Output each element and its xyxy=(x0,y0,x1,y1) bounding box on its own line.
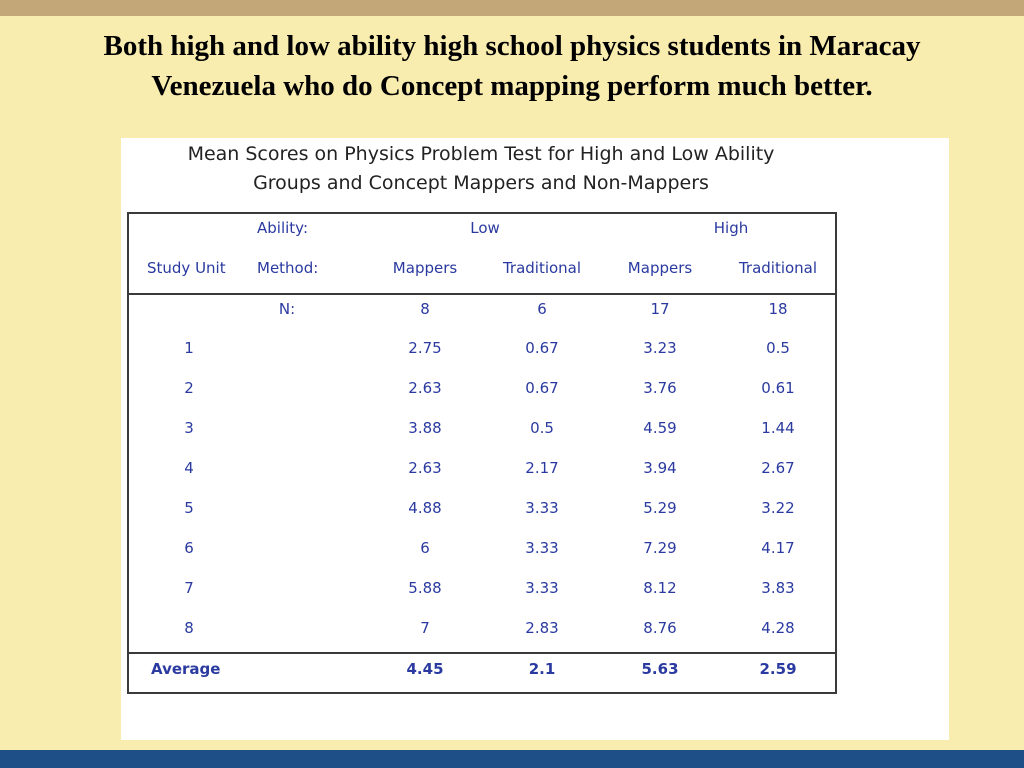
row-1-low-mappers: 2.75 xyxy=(408,339,442,357)
average-high-traditional: 2.59 xyxy=(759,660,797,678)
row-8-low-mappers: 7 xyxy=(420,619,430,637)
ability-label: Ability: xyxy=(257,219,309,237)
row-2-high-traditional: 0.61 xyxy=(761,379,795,397)
row-1-high-traditional: 0.5 xyxy=(766,339,790,357)
row-7-high-traditional: 3.83 xyxy=(761,579,795,597)
row-6-high-traditional: 4.17 xyxy=(761,539,795,557)
row-8-unit: 8 xyxy=(184,619,194,637)
row-6-low-mappers: 6 xyxy=(420,539,430,557)
average-high-mappers: 5.63 xyxy=(641,660,679,678)
high-ability-header: High xyxy=(713,219,749,237)
row-4-unit: 4 xyxy=(184,459,194,477)
average-low-mappers: 4.45 xyxy=(406,660,444,678)
n-high-mappers: 17 xyxy=(650,300,670,318)
table-image-panel xyxy=(121,138,949,740)
header-divider xyxy=(129,293,835,295)
row-7-low-mappers: 5.88 xyxy=(408,579,442,597)
average-low-traditional: 2.1 xyxy=(528,660,556,678)
row-5-low-traditional: 3.33 xyxy=(525,499,559,517)
caption-line-2: Groups and Concept Mappers and Non-Mappers xyxy=(253,172,709,194)
low-traditional-header: Traditional xyxy=(502,259,582,277)
row-4-low-traditional: 2.17 xyxy=(525,459,559,477)
row-5-high-mappers: 5.29 xyxy=(643,499,677,517)
caption-line-1: Mean Scores on Physics Problem Test for High and Low Ability xyxy=(187,143,775,165)
row-3-low-mappers: 3.88 xyxy=(408,419,442,437)
average-label: Average xyxy=(151,660,221,678)
headline-line-2: Venezuela who do Concept mapping perform much better. xyxy=(151,70,873,102)
row-4-high-traditional: 2.67 xyxy=(761,459,795,477)
high-mappers-header: Mappers xyxy=(627,259,693,277)
row-8-low-traditional: 2.83 xyxy=(525,619,559,637)
n-label: N: xyxy=(278,300,296,318)
study-unit-header: Study Unit xyxy=(147,259,226,277)
row-1-high-mappers: 3.23 xyxy=(643,339,677,357)
bottom-accent-bar xyxy=(0,750,1024,768)
row-5-high-traditional: 3.22 xyxy=(761,499,795,517)
row-3-high-mappers: 4.59 xyxy=(643,419,677,437)
row-3-low-traditional: 0.5 xyxy=(530,419,554,437)
row-7-low-traditional: 3.33 xyxy=(525,579,559,597)
row-1-low-traditional: 0.67 xyxy=(525,339,559,357)
row-7-high-mappers: 8.12 xyxy=(643,579,677,597)
row-2-low-mappers: 2.63 xyxy=(408,379,442,397)
average-divider xyxy=(129,652,835,654)
row-4-low-mappers: 2.63 xyxy=(408,459,442,477)
row-4-high-mappers: 3.94 xyxy=(643,459,677,477)
row-8-high-mappers: 8.76 xyxy=(643,619,677,637)
row-8-high-traditional: 4.28 xyxy=(761,619,795,637)
row-3-high-traditional: 1.44 xyxy=(761,419,795,437)
headline-line-1: Both high and low ability high school physics students in Maracay xyxy=(103,30,921,62)
n-high-traditional: 18 xyxy=(768,300,788,318)
row-5-unit: 5 xyxy=(184,499,194,517)
row-2-unit: 2 xyxy=(184,379,194,397)
scores-table xyxy=(127,212,837,694)
row-5-low-mappers: 4.88 xyxy=(408,499,442,517)
n-low-traditional: 6 xyxy=(537,300,547,318)
low-mappers-header: Mappers xyxy=(392,259,458,277)
slide-headline xyxy=(0,26,1024,106)
row-6-high-mappers: 7.29 xyxy=(643,539,677,557)
high-traditional-header: Traditional xyxy=(738,259,818,277)
n-low-mappers: 8 xyxy=(420,300,430,318)
row-3-unit: 3 xyxy=(184,419,194,437)
method-label: Method: xyxy=(257,259,319,277)
row-6-low-traditional: 3.33 xyxy=(525,539,559,557)
row-6-unit: 6 xyxy=(184,539,194,557)
top-accent-bar xyxy=(0,0,1024,16)
row-2-low-traditional: 0.67 xyxy=(525,379,559,397)
low-ability-header: Low xyxy=(470,219,500,237)
row-7-unit: 7 xyxy=(184,579,194,597)
row-2-high-mappers: 3.76 xyxy=(643,379,677,397)
table-caption xyxy=(121,140,841,198)
row-1-unit: 1 xyxy=(184,339,194,357)
